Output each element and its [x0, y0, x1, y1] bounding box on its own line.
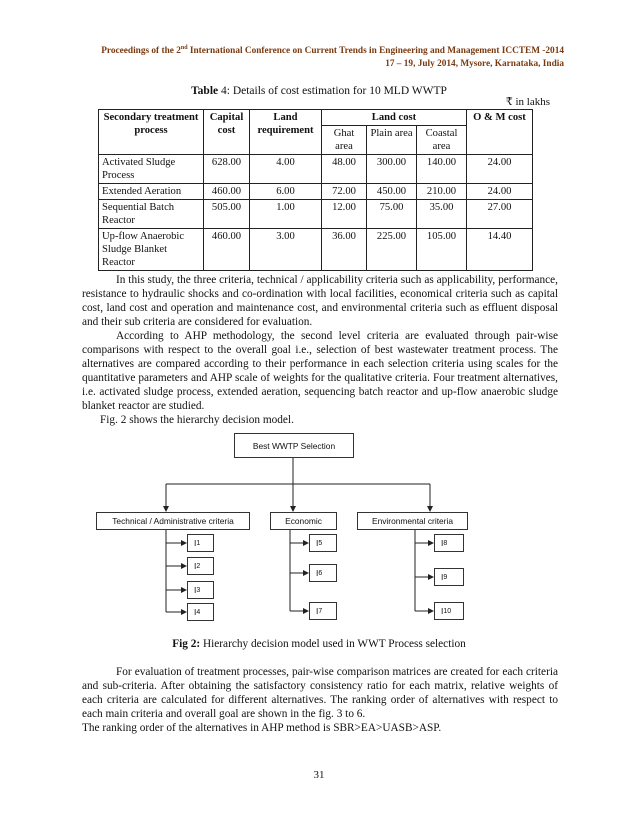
cell-process: Sequential Batch Reactor: [99, 200, 204, 229]
cell-ghat: 12.00: [322, 200, 367, 229]
cell-capital: 628.00: [204, 155, 250, 184]
cell-coastal: 210.00: [417, 184, 467, 200]
goal-node: Best WWTP Selection: [234, 433, 354, 458]
cell-land: 3.00: [250, 229, 322, 271]
col-header-process: Secondary treatment process: [99, 110, 204, 155]
paragraph: According to AHP methodology, the second level criteria are evaluated through pair-wise comparisons with respect to the overall goal i.e., selection of best wastewater treatment process. The alternatives are compared according to their performance in each selection criteria using scales for the quantitative parameters and AHP scale of weights for the qualitative criteria. Four treatment alternatives, i.e. activated sludge process, extended aeration, sequencing batch reactor and up-flow anaerobic sludge blanket reactor are studied.: [82, 330, 558, 412]
col-header-coastal: Coastal area: [417, 126, 467, 155]
subcriteria-node: I 4: [187, 603, 214, 621]
paragraph: For evaluation of treatment processes, pair-wise comparison matrices are created for each criteria and sub-criteria. After obtaining the satisfactory consistency ratio for each matrix, relative weights of each criteria are calculated for different alternatives. The ranking order of alternatives with respect to each main criteria and overall goal are shown in the fig. 3 to 6.: [82, 666, 558, 720]
col-header-om: O & M cost: [467, 110, 533, 155]
cell-om: 24.00: [467, 184, 533, 200]
cell-land: 6.00: [250, 184, 322, 200]
cell-coastal: 140.00: [417, 155, 467, 184]
paragraph: The ranking order of the alternatives in AHP method is SBR>EA>UASB>ASP.: [82, 722, 442, 734]
cell-land: 4.00: [250, 155, 322, 184]
figure-caption: Fig 2: Hierarchy decision model used in WWT Process selection: [172, 638, 466, 650]
col-header-capital: Capital cost: [204, 110, 250, 155]
cell-coastal: 105.00: [417, 229, 467, 271]
cell-om: 27.00: [467, 200, 533, 229]
page-number: 31: [313, 769, 325, 781]
subcriteria-node: I 9: [434, 568, 464, 586]
currency-unit: ₹ in lakhs: [505, 96, 550, 108]
cell-process: Extended Aeration: [99, 184, 204, 200]
cell-ghat: 48.00: [322, 155, 367, 184]
cell-process: Up-flow Anaerobic Sludge Blanket Reactor: [99, 229, 204, 271]
paragraph: Fig. 2 shows the hierarchy decision model.: [100, 414, 294, 426]
cell-plain: 300.00: [367, 155, 417, 184]
cell-capital: 460.00: [204, 229, 250, 271]
cell-coastal: 35.00: [417, 200, 467, 229]
criteria-node-technical: Technical / Administrative criteria: [96, 512, 250, 530]
subcriteria-node: I 1: [187, 534, 214, 552]
cell-process: Activated Sludge Process: [99, 155, 204, 184]
cell-om: 14.40: [467, 229, 533, 271]
subcriteria-node: I 2: [187, 557, 214, 575]
subcriteria-node: I 5: [309, 534, 337, 552]
col-header-ghat: Ghat area: [322, 126, 367, 155]
table-caption: Table 4: Details of cost estimation for 10 MLD WWTP: [191, 85, 447, 97]
cell-plain: 225.00: [367, 229, 417, 271]
col-header-land-req: Land requirement: [250, 110, 322, 155]
paragraph: In this study, the three criteria, technical / applicability criteria such as applicability, performance, resistance to hydraulic shocks and co-ordination with local facilities, economical criteria such as capital cost, land cost and operation and maintenance cost, and environmental criteria such as effluent disposal and their sub criteria are considered for evaluation.: [82, 274, 558, 328]
col-header-plain: Plain area: [367, 126, 417, 155]
criteria-node-environmental: Environmental criteria: [357, 512, 468, 530]
cell-ghat: 72.00: [322, 184, 367, 200]
subcriteria-node: I 10: [434, 602, 464, 620]
cell-plain: 450.00: [367, 184, 417, 200]
cell-ghat: 36.00: [322, 229, 367, 271]
subcriteria-node: I 7: [309, 602, 337, 620]
subcriteria-node: I 6: [309, 564, 337, 582]
conference-header: Proceedings of the 2nd International Conference on Current Trends in Engineering and Management ICCTEM -2014 17 – 19, July 2014, Mysore, Karnataka, India: [101, 45, 564, 70]
criteria-node-economic: Economic: [270, 512, 337, 530]
subcriteria-node: I 3: [187, 581, 214, 599]
cell-land: 1.00: [250, 200, 322, 229]
cell-om: 24.00: [467, 155, 533, 184]
col-header-land-cost: Land cost: [322, 110, 467, 126]
subcriteria-node: I 8: [434, 534, 464, 552]
body-text-bottom: [82, 665, 558, 735]
cell-plain: 75.00: [367, 200, 417, 229]
cell-capital: 460.00: [204, 184, 250, 200]
cell-capital: 505.00: [204, 200, 250, 229]
